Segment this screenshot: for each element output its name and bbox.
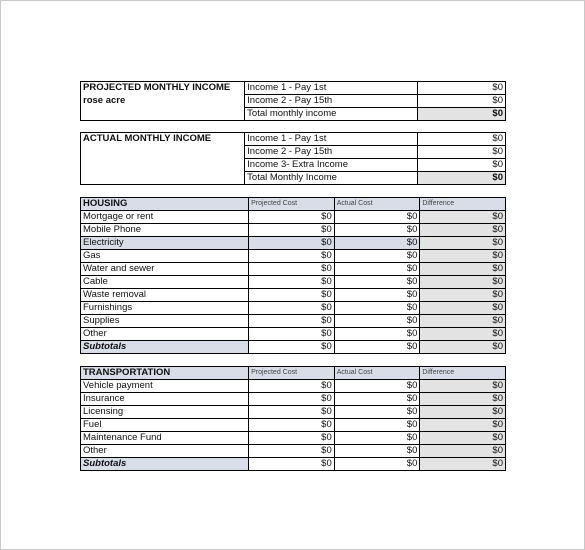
difference-cell: $0 xyxy=(420,302,506,315)
table-header-row xyxy=(81,367,506,380)
table-row xyxy=(81,146,506,159)
table-row xyxy=(81,108,506,121)
expense-label[interactable]: Fuel xyxy=(81,419,249,432)
difference-cell: $0 xyxy=(420,211,506,224)
difference-cell: $0 xyxy=(420,276,506,289)
actual-cost-cell[interactable]: $0 xyxy=(334,328,420,341)
table-row xyxy=(81,263,506,276)
expense-label[interactable]: Gas xyxy=(81,250,249,263)
actual-cost-cell[interactable]: $0 xyxy=(334,432,420,445)
actual-cost-cell[interactable]: $0 xyxy=(334,211,420,224)
empty-cell xyxy=(81,108,245,121)
actual-cost-cell[interactable]: $0 xyxy=(334,315,420,328)
actual-cost-cell[interactable]: $0 xyxy=(334,237,420,250)
expense-label[interactable]: Maintenance Fund xyxy=(81,432,249,445)
table-row xyxy=(81,224,506,237)
actual-cost-cell[interactable]: $0 xyxy=(334,289,420,302)
subtotal-difference: $0 xyxy=(420,458,506,471)
difference-cell: $0 xyxy=(420,263,506,276)
projected-cost-cell[interactable]: $0 xyxy=(249,263,335,276)
expense-label[interactable]: Mobile Phone xyxy=(81,224,249,237)
income-label[interactable]: Income 3- Extra Income xyxy=(245,159,418,172)
column-header-actual: Actual Cost xyxy=(334,198,420,211)
subtotal-row xyxy=(81,341,506,354)
table-row xyxy=(81,159,506,172)
difference-cell: $0 xyxy=(420,380,506,393)
table-row xyxy=(81,432,506,445)
subtotal-difference: $0 xyxy=(420,341,506,354)
projected-cost-cell[interactable]: $0 xyxy=(249,406,335,419)
expense-label[interactable]: Mortgage or rent xyxy=(81,211,249,224)
table-row xyxy=(81,302,506,315)
table-row xyxy=(81,250,506,263)
income-value[interactable]: $0 xyxy=(418,159,506,172)
expense-label[interactable]: Insurance xyxy=(81,393,249,406)
income-label[interactable]: Income 1 - Pay 1st xyxy=(245,82,418,95)
subtotal-actual: $0 xyxy=(334,341,420,354)
projected-income-table xyxy=(80,81,506,121)
transportation-table xyxy=(80,366,506,471)
table-row xyxy=(81,276,506,289)
projected-cost-cell[interactable]: $0 xyxy=(249,315,335,328)
projected-cost-cell[interactable]: $0 xyxy=(249,237,335,250)
projected-cost-cell[interactable]: $0 xyxy=(249,276,335,289)
income-value[interactable]: $0 xyxy=(418,146,506,159)
actual-cost-cell[interactable]: $0 xyxy=(334,406,420,419)
actual-income-table xyxy=(80,132,506,185)
subtotal-projected: $0 xyxy=(249,341,335,354)
expense-label[interactable]: Furnishings xyxy=(81,302,249,315)
projected-cost-cell[interactable]: $0 xyxy=(249,211,335,224)
table-row xyxy=(81,419,506,432)
budget-owner-name[interactable]: rose acre xyxy=(81,95,245,108)
column-header-actual: Actual Cost xyxy=(334,367,420,380)
projected-income-heading: PROJECTED MONTHLY INCOME xyxy=(81,82,245,95)
projected-cost-cell[interactable]: $0 xyxy=(249,250,335,263)
income-label[interactable]: Income 1 - Pay 1st xyxy=(245,133,418,146)
housing-table xyxy=(80,197,506,354)
projected-cost-cell[interactable]: $0 xyxy=(249,432,335,445)
table-row xyxy=(81,289,506,302)
table-row xyxy=(81,82,506,95)
table-row xyxy=(81,380,506,393)
difference-cell: $0 xyxy=(420,328,506,341)
income-label[interactable]: Income 2 - Pay 15th xyxy=(245,146,418,159)
difference-cell: $0 xyxy=(420,289,506,302)
actual-cost-cell[interactable]: $0 xyxy=(334,419,420,432)
table-header-row xyxy=(81,198,506,211)
projected-cost-cell[interactable]: $0 xyxy=(249,380,335,393)
actual-cost-cell[interactable]: $0 xyxy=(334,393,420,406)
difference-cell: $0 xyxy=(420,432,506,445)
projected-cost-cell[interactable]: $0 xyxy=(249,302,335,315)
table-row xyxy=(81,237,506,250)
expense-label[interactable]: Water and sewer xyxy=(81,263,249,276)
actual-cost-cell[interactable]: $0 xyxy=(334,263,420,276)
expense-label[interactable]: Supplies xyxy=(81,315,249,328)
expense-label[interactable]: Other xyxy=(81,328,249,341)
projected-cost-cell[interactable]: $0 xyxy=(249,419,335,432)
actual-cost-cell[interactable]: $0 xyxy=(334,250,420,263)
table-row xyxy=(81,95,506,108)
difference-cell: $0 xyxy=(420,406,506,419)
expense-label[interactable]: Vehicle payment xyxy=(81,380,249,393)
projected-cost-cell[interactable]: $0 xyxy=(249,289,335,302)
housing-heading: HOUSING xyxy=(81,198,249,211)
expense-label[interactable]: Electricity xyxy=(81,237,249,250)
column-header-difference: Difference xyxy=(420,367,506,380)
actual-cost-cell[interactable]: $0 xyxy=(334,445,420,458)
actual-cost-cell[interactable]: $0 xyxy=(334,302,420,315)
total-income-label: Total Monthly Income xyxy=(245,172,418,185)
expense-label[interactable]: Cable xyxy=(81,276,249,289)
table-row xyxy=(81,133,506,146)
difference-cell: $0 xyxy=(420,224,506,237)
actual-cost-cell[interactable]: $0 xyxy=(334,276,420,289)
income-value[interactable]: $0 xyxy=(418,95,506,108)
table-row xyxy=(81,211,506,224)
projected-cost-cell[interactable]: $0 xyxy=(249,393,335,406)
difference-cell: $0 xyxy=(420,393,506,406)
expense-label[interactable]: Licensing xyxy=(81,406,249,419)
difference-cell: $0 xyxy=(420,237,506,250)
subtotal-row xyxy=(81,458,506,471)
column-header-projected: Projected Cost xyxy=(249,367,335,380)
empty-cell xyxy=(81,172,245,185)
column-header-difference: Difference xyxy=(420,198,506,211)
projected-cost-cell[interactable]: $0 xyxy=(249,328,335,341)
difference-cell: $0 xyxy=(420,445,506,458)
actual-cost-cell[interactable]: $0 xyxy=(334,224,420,237)
table-row xyxy=(81,393,506,406)
table-row xyxy=(81,172,506,185)
expense-label[interactable]: Waste removal xyxy=(81,289,249,302)
actual-cost-cell[interactable]: $0 xyxy=(334,380,420,393)
subtotal-label: Subtotals xyxy=(81,341,249,354)
expense-label[interactable]: Other xyxy=(81,445,249,458)
income-value[interactable]: $0 xyxy=(418,133,506,146)
total-income-value: $0 xyxy=(418,172,506,185)
table-row xyxy=(81,315,506,328)
difference-cell: $0 xyxy=(420,315,506,328)
table-row xyxy=(81,406,506,419)
column-header-projected: Projected Cost xyxy=(249,198,335,211)
income-label[interactable]: Income 2 - Pay 15th xyxy=(245,95,418,108)
difference-cell: $0 xyxy=(420,419,506,432)
total-income-label: Total monthly income xyxy=(245,108,418,121)
subtotal-label: Subtotals xyxy=(81,458,249,471)
table-row xyxy=(81,445,506,458)
difference-cell: $0 xyxy=(420,250,506,263)
total-income-value: $0 xyxy=(418,108,506,121)
empty-cell xyxy=(81,146,245,159)
subtotal-actual: $0 xyxy=(334,458,420,471)
projected-cost-cell[interactable]: $0 xyxy=(249,224,335,237)
actual-income-heading: ACTUAL MONTHLY INCOME xyxy=(81,133,245,146)
subtotal-projected: $0 xyxy=(249,458,335,471)
table-row xyxy=(81,328,506,341)
income-value[interactable]: $0 xyxy=(418,82,506,95)
empty-cell xyxy=(81,159,245,172)
transportation-heading: TRANSPORTATION xyxy=(81,367,249,380)
projected-cost-cell[interactable]: $0 xyxy=(249,445,335,458)
